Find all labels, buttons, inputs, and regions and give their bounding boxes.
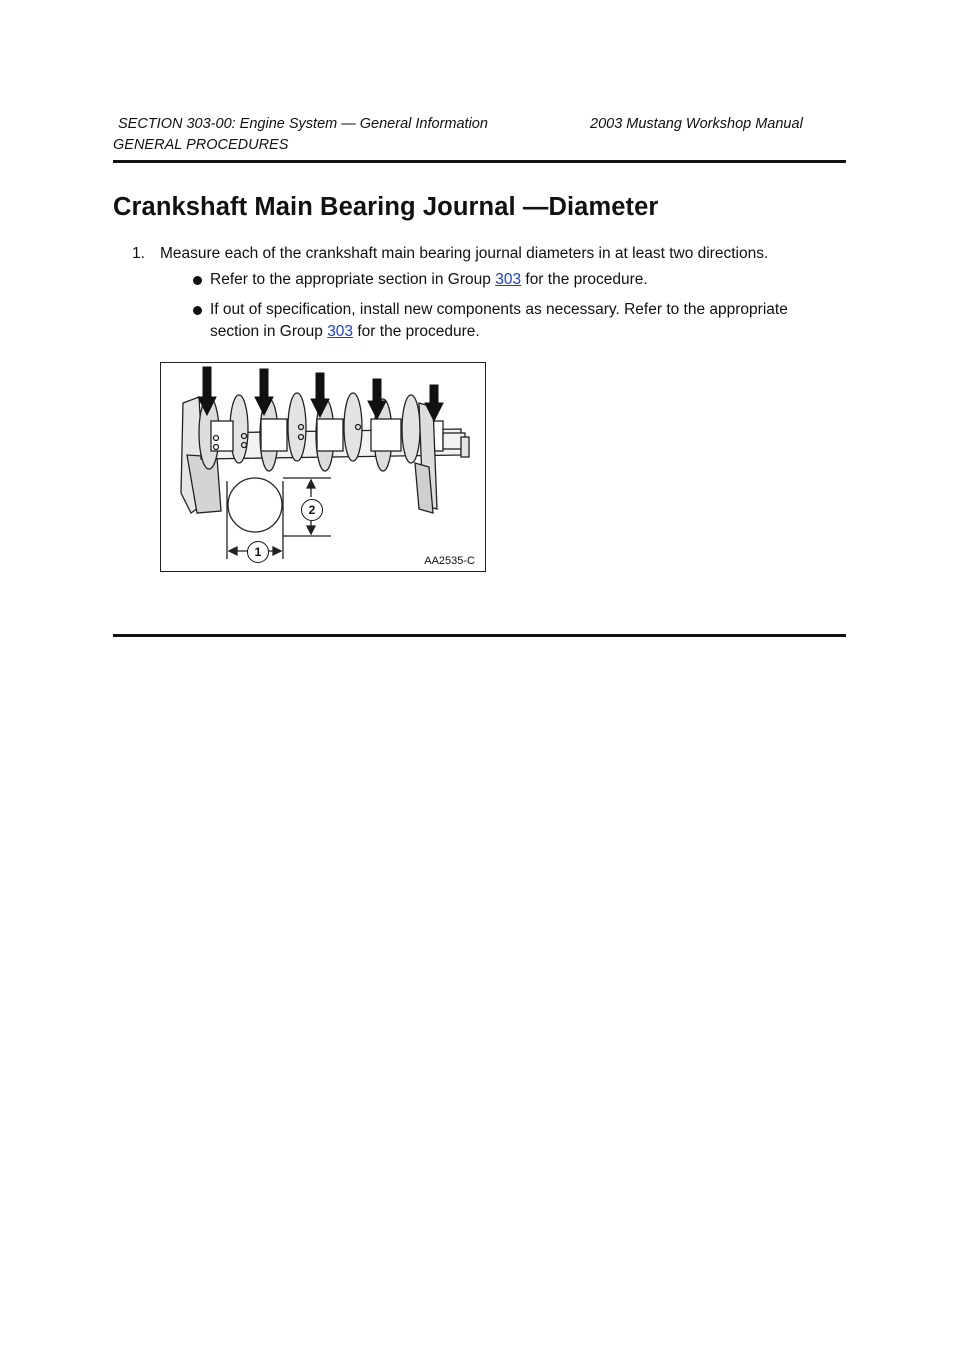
header-divider	[113, 160, 846, 163]
bullet-text-after: for the procedure.	[521, 271, 648, 288]
group-303-link[interactable]: 303	[495, 271, 522, 288]
crankshaft-illustration	[161, 363, 485, 571]
bullet-text	[193, 299, 830, 343]
callout-2: 2	[301, 499, 323, 521]
header-manual-title: 2003 Mustang Workshop Manual	[590, 116, 803, 132]
callout-1: 1	[247, 541, 269, 563]
bullet-text-after: for the procedure.	[353, 323, 480, 340]
header-subsection: GENERAL PROCEDURES	[113, 137, 289, 153]
bullet-text-before: Refer to the appropriate section in Group	[210, 271, 496, 288]
step-number: 1.	[132, 245, 145, 262]
figure-label: AA2535-C	[424, 555, 475, 567]
step-text: Measure each of the crankshaft main bearing journal diameters in at least two directions.	[160, 245, 769, 262]
bullet-text-before: If out of specification, install new components as necessary. Refer to the appropriate section in Group	[210, 301, 788, 340]
procedure-step	[132, 245, 768, 263]
group-303-link[interactable]: 303	[327, 323, 354, 340]
page-title: Crankshaft Main Bearing Journal —Diameter	[113, 193, 659, 221]
crankshaft-figure	[160, 362, 486, 572]
header-section-title: SECTION 303-00: Engine System — General Information	[118, 116, 488, 132]
footer-divider	[113, 634, 846, 637]
bullet-text	[193, 269, 830, 291]
bullet-item	[193, 269, 830, 291]
bullet-item	[193, 299, 830, 343]
bullet-dot-icon	[193, 276, 202, 285]
bullet-dot-icon	[193, 306, 202, 315]
